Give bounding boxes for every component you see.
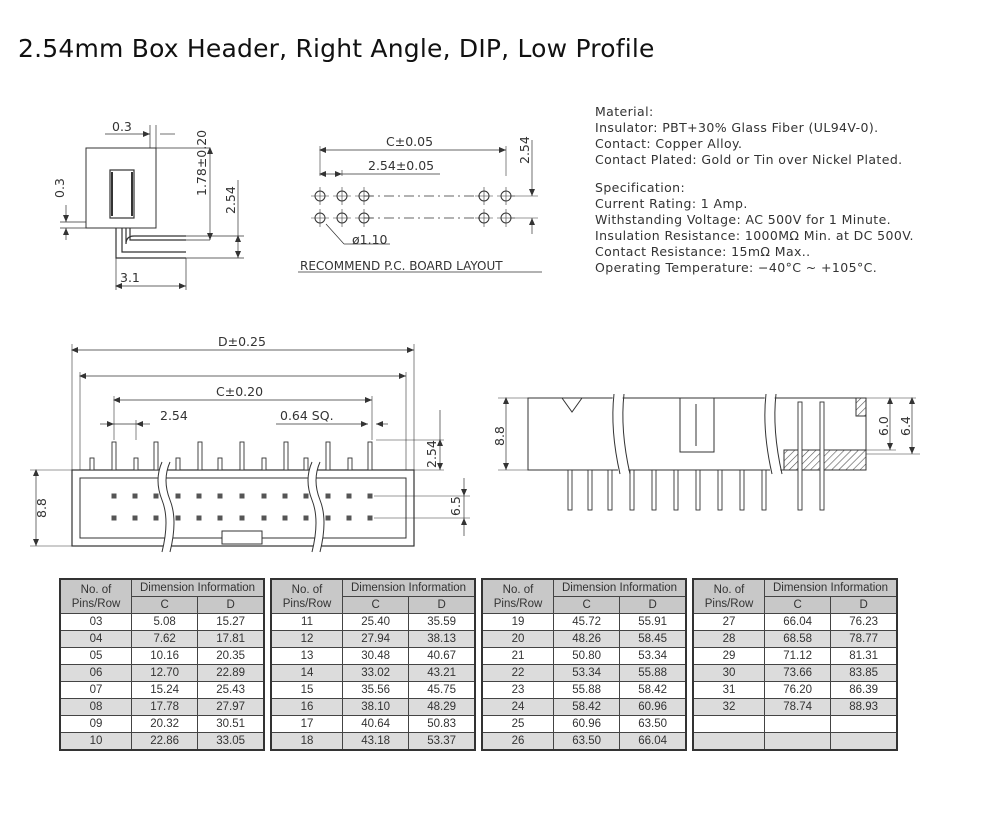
pins-cell: 18	[271, 733, 343, 751]
front-contact-pad	[133, 494, 138, 499]
end-view-pin	[588, 470, 592, 510]
specification-heading: Specification:	[595, 180, 686, 195]
end-view-pin	[608, 470, 612, 510]
c-cell: 40.64	[343, 716, 409, 733]
table-row	[60, 733, 264, 751]
front-pin	[284, 442, 288, 470]
front-dim-d: D±0.25	[218, 334, 266, 349]
side-dim-pin: 2.54	[223, 186, 238, 214]
d-cell: 58.42	[620, 682, 686, 699]
table-row	[271, 699, 475, 716]
header-dimension-info: Dimension Information	[554, 579, 686, 597]
front-contact-pad	[283, 494, 288, 499]
pins-cell: 15	[271, 682, 343, 699]
pcb-dim-hole: ø1.10	[352, 232, 388, 247]
d-cell: 60.96	[620, 699, 686, 716]
material-line: Insulator: PBT+30% Glass Fiber (UL94V-0).	[595, 120, 879, 135]
pins-cell: 26	[482, 733, 554, 751]
pins-cell	[693, 716, 765, 733]
table-row	[693, 648, 897, 665]
front-pin	[240, 442, 244, 470]
c-cell	[765, 733, 831, 751]
c-cell: 27.94	[343, 631, 409, 648]
end-view-pin	[696, 470, 700, 510]
end-view-pin	[568, 470, 572, 510]
pins-cell: 28	[693, 631, 765, 648]
pins-cell: 19	[482, 614, 554, 631]
pins-cell: 09	[60, 716, 132, 733]
pcb-dim-pitch: 2.54±0.05	[368, 158, 435, 173]
header-pins-per-row: No. of Pins/Row	[693, 579, 765, 614]
dimension-table-1	[59, 578, 265, 751]
end-view-pin	[740, 470, 744, 510]
table-row	[482, 699, 686, 716]
c-cell: 68.58	[765, 631, 831, 648]
front-contact-pad	[218, 516, 223, 521]
c-cell: 38.10	[343, 699, 409, 716]
pins-cell: 14	[271, 665, 343, 682]
side-view	[60, 125, 244, 290]
pins-cell: 24	[482, 699, 554, 716]
table-row	[60, 682, 264, 699]
d-cell: 78.77	[831, 631, 897, 648]
table-row	[271, 614, 475, 631]
d-cell: 81.31	[831, 648, 897, 665]
specification-line: Contact Resistance: 15mΩ Max..	[595, 244, 811, 259]
table-row	[60, 648, 264, 665]
pcb-layout-caption: RECOMMEND P.C. BOARD LAYOUT	[300, 259, 503, 273]
pcb-dim-c: C±0.05	[386, 134, 434, 149]
d-cell: 38.13	[409, 631, 475, 648]
pins-cell: 31	[693, 682, 765, 699]
d-cell: 30.51	[198, 716, 264, 733]
d-cell: 86.39	[831, 682, 897, 699]
table-row	[693, 631, 897, 648]
front-pin	[262, 458, 266, 470]
pins-cell: 11	[271, 614, 343, 631]
c-cell: 7.62	[132, 631, 198, 648]
front-dim-c: C±0.20	[216, 384, 264, 399]
front-contact-pad	[197, 516, 202, 521]
table-row	[482, 682, 686, 699]
header-c: C	[343, 597, 409, 614]
d-cell: 22.89	[198, 665, 264, 682]
d-cell: 55.88	[620, 665, 686, 682]
front-contact-pad	[262, 516, 267, 521]
material-line: Contact Plated: Gold or Tin over Nickel Plated.	[595, 152, 903, 167]
front-pin	[198, 442, 202, 470]
c-cell: 78.74	[765, 699, 831, 716]
c-cell: 20.32	[132, 716, 198, 733]
front-contact-pad	[368, 494, 373, 499]
d-cell: 17.81	[198, 631, 264, 648]
table-row	[60, 631, 264, 648]
front-contact-pad	[154, 494, 159, 499]
front-pin	[218, 458, 222, 470]
c-cell: 12.70	[132, 665, 198, 682]
d-cell: 55.91	[620, 614, 686, 631]
table-row	[693, 716, 897, 733]
front-pin	[326, 442, 330, 470]
front-contact-pad	[154, 516, 159, 521]
pins-cell: 20	[482, 631, 554, 648]
c-cell: 43.18	[343, 733, 409, 751]
dimension-table-3	[481, 578, 687, 751]
front-pin	[368, 442, 372, 470]
front-dim-pitch: 2.54	[160, 408, 188, 423]
table-row	[482, 665, 686, 682]
d-cell: 40.67	[409, 648, 475, 665]
header-d: D	[409, 597, 475, 614]
d-cell: 50.83	[409, 716, 475, 733]
pins-cell: 29	[693, 648, 765, 665]
table-row	[60, 716, 264, 733]
d-cell: 43.21	[409, 665, 475, 682]
front-contact-pad	[347, 516, 352, 521]
header-dimension-info: Dimension Information	[765, 579, 897, 597]
pins-cell: 08	[60, 699, 132, 716]
c-cell: 48.26	[554, 631, 620, 648]
material-line: Contact: Copper Alloy.	[595, 136, 743, 151]
specification-line: Insulation Resistance: 1000MΩ Min. at DC 500V.	[595, 228, 914, 243]
table-row	[482, 733, 686, 751]
front-contact-pad	[218, 494, 223, 499]
material-heading: Material:	[595, 104, 654, 119]
c-cell: 33.02	[343, 665, 409, 682]
c-cell: 55.88	[554, 682, 620, 699]
pins-cell: 03	[60, 614, 132, 631]
side-dim-top: 0.3	[112, 119, 132, 134]
c-cell: 17.78	[132, 699, 198, 716]
specification-line: Operating Temperature: −40°C ~ +105°C.	[595, 260, 878, 275]
c-cell: 50.80	[554, 648, 620, 665]
d-cell: 88.93	[831, 699, 897, 716]
header-dimension-info: Dimension Information	[132, 579, 264, 597]
end-dim-b: 6.4	[898, 416, 913, 436]
d-cell: 27.97	[198, 699, 264, 716]
c-cell: 71.12	[765, 648, 831, 665]
table-row	[482, 631, 686, 648]
specification-line: Current Rating: 1 Amp.	[595, 196, 748, 211]
front-contact-pad	[347, 494, 352, 499]
c-cell: 35.56	[343, 682, 409, 699]
c-cell: 45.72	[554, 614, 620, 631]
front-contact-pad	[176, 516, 181, 521]
front-contact-pad	[112, 516, 117, 521]
pins-cell: 05	[60, 648, 132, 665]
c-cell: 73.66	[765, 665, 831, 682]
pins-cell: 12	[271, 631, 343, 648]
table-row	[271, 733, 475, 751]
end-view-pin	[798, 402, 802, 510]
table-row	[271, 631, 475, 648]
c-cell: 53.34	[554, 665, 620, 682]
end-dim-a: 6.0	[876, 416, 891, 436]
end-view-pin	[820, 402, 824, 510]
front-pin	[112, 442, 116, 470]
front-contact-pad	[326, 494, 331, 499]
table-row	[271, 665, 475, 682]
front-contact-pad	[240, 516, 245, 521]
d-cell: 66.04	[620, 733, 686, 751]
header-d: D	[831, 597, 897, 614]
table-row	[482, 716, 686, 733]
c-cell: 5.08	[132, 614, 198, 631]
side-dim-bottom: 3.1	[120, 270, 140, 285]
c-cell: 58.42	[554, 699, 620, 716]
d-cell: 76.23	[831, 614, 897, 631]
page-title: 2.54mm Box Header, Right Angle, DIP, Low Profile	[18, 34, 655, 63]
table-row	[693, 682, 897, 699]
c-cell: 25.40	[343, 614, 409, 631]
pcb-dim-row: 2.54	[517, 136, 532, 164]
d-cell	[831, 733, 897, 751]
table-row	[271, 648, 475, 665]
front-dim-pin: 0.64 SQ.	[280, 408, 334, 423]
pins-cell: 07	[60, 682, 132, 699]
c-cell: 30.48	[343, 648, 409, 665]
table-row	[60, 614, 264, 631]
table-row	[60, 665, 264, 682]
front-contact-pad	[304, 494, 309, 499]
pins-cell: 32	[693, 699, 765, 716]
c-cell: 15.24	[132, 682, 198, 699]
table-row	[693, 665, 897, 682]
pins-cell: 06	[60, 665, 132, 682]
end-view-pin	[762, 470, 766, 510]
header-pins-per-row: No. of Pins/Row	[271, 579, 343, 614]
end-dim-height: 8.8	[492, 426, 507, 446]
pins-cell: 30	[693, 665, 765, 682]
pins-cell	[693, 733, 765, 751]
d-cell: 45.75	[409, 682, 475, 699]
front-pin	[90, 458, 94, 470]
c-cell: 66.04	[765, 614, 831, 631]
d-cell: 48.29	[409, 699, 475, 716]
front-pin	[348, 458, 352, 470]
d-cell: 58.45	[620, 631, 686, 648]
c-cell	[765, 716, 831, 733]
d-cell: 33.05	[198, 733, 264, 751]
pins-cell: 23	[482, 682, 554, 699]
d-cell: 63.50	[620, 716, 686, 733]
front-dim-height: 8.8	[34, 498, 49, 518]
c-cell: 63.50	[554, 733, 620, 751]
table-row	[693, 733, 897, 751]
c-cell: 76.20	[765, 682, 831, 699]
d-cell: 15.27	[198, 614, 264, 631]
header-d: D	[620, 597, 686, 614]
dimension-table-4	[692, 578, 898, 751]
table-row	[271, 682, 475, 699]
header-c: C	[132, 597, 198, 614]
front-pin	[176, 458, 180, 470]
pins-cell: 22	[482, 665, 554, 682]
end-view-pin	[630, 470, 634, 510]
end-view-pin	[652, 470, 656, 510]
pins-cell: 25	[482, 716, 554, 733]
front-pin	[304, 458, 308, 470]
header-dimension-info: Dimension Information	[343, 579, 475, 597]
dimension-table-2	[270, 578, 476, 751]
front-contact-pad	[112, 494, 117, 499]
table-row	[60, 699, 264, 716]
c-cell: 10.16	[132, 648, 198, 665]
pins-cell: 17	[271, 716, 343, 733]
d-cell: 35.59	[409, 614, 475, 631]
pins-cell: 10	[60, 733, 132, 751]
pins-cell: 27	[693, 614, 765, 631]
table-row	[693, 614, 897, 631]
end-view-pin	[674, 470, 678, 510]
d-cell: 83.85	[831, 665, 897, 682]
d-cell: 20.35	[198, 648, 264, 665]
d-cell: 25.43	[198, 682, 264, 699]
front-contact-pad	[368, 516, 373, 521]
front-view	[30, 344, 470, 552]
front-dim-row: 6.5	[448, 496, 463, 516]
d-cell	[831, 716, 897, 733]
table-row	[482, 614, 686, 631]
pins-cell: 16	[271, 699, 343, 716]
pins-cell: 13	[271, 648, 343, 665]
table-row	[271, 716, 475, 733]
front-pin	[134, 458, 138, 470]
header-c: C	[765, 597, 831, 614]
front-contact-pad	[197, 494, 202, 499]
front-contact-pad	[133, 516, 138, 521]
side-dim-height: 1.78±0.20	[194, 129, 209, 196]
c-cell: 22.86	[132, 733, 198, 751]
front-contact-pad	[326, 516, 331, 521]
c-cell: 60.96	[554, 716, 620, 733]
table-row	[693, 699, 897, 716]
header-pins-per-row: No. of Pins/Row	[60, 579, 132, 614]
header-pins-per-row: No. of Pins/Row	[482, 579, 554, 614]
specification-line: Withstanding Voltage: AC 500V for 1 Minute.	[595, 212, 892, 227]
side-dim-left: 0.3	[52, 178, 67, 198]
end-view	[498, 394, 920, 510]
d-cell: 53.37	[409, 733, 475, 751]
front-contact-pad	[304, 516, 309, 521]
end-view-pin	[718, 470, 722, 510]
table-row	[482, 648, 686, 665]
front-dim-pin-len: 2.54	[424, 440, 439, 468]
front-contact-pad	[283, 516, 288, 521]
front-contact-pad	[176, 494, 181, 499]
pins-cell: 21	[482, 648, 554, 665]
front-pin	[154, 442, 158, 470]
front-contact-pad	[262, 494, 267, 499]
header-d: D	[198, 597, 264, 614]
pins-cell: 04	[60, 631, 132, 648]
d-cell: 53.34	[620, 648, 686, 665]
header-c: C	[554, 597, 620, 614]
front-contact-pad	[240, 494, 245, 499]
